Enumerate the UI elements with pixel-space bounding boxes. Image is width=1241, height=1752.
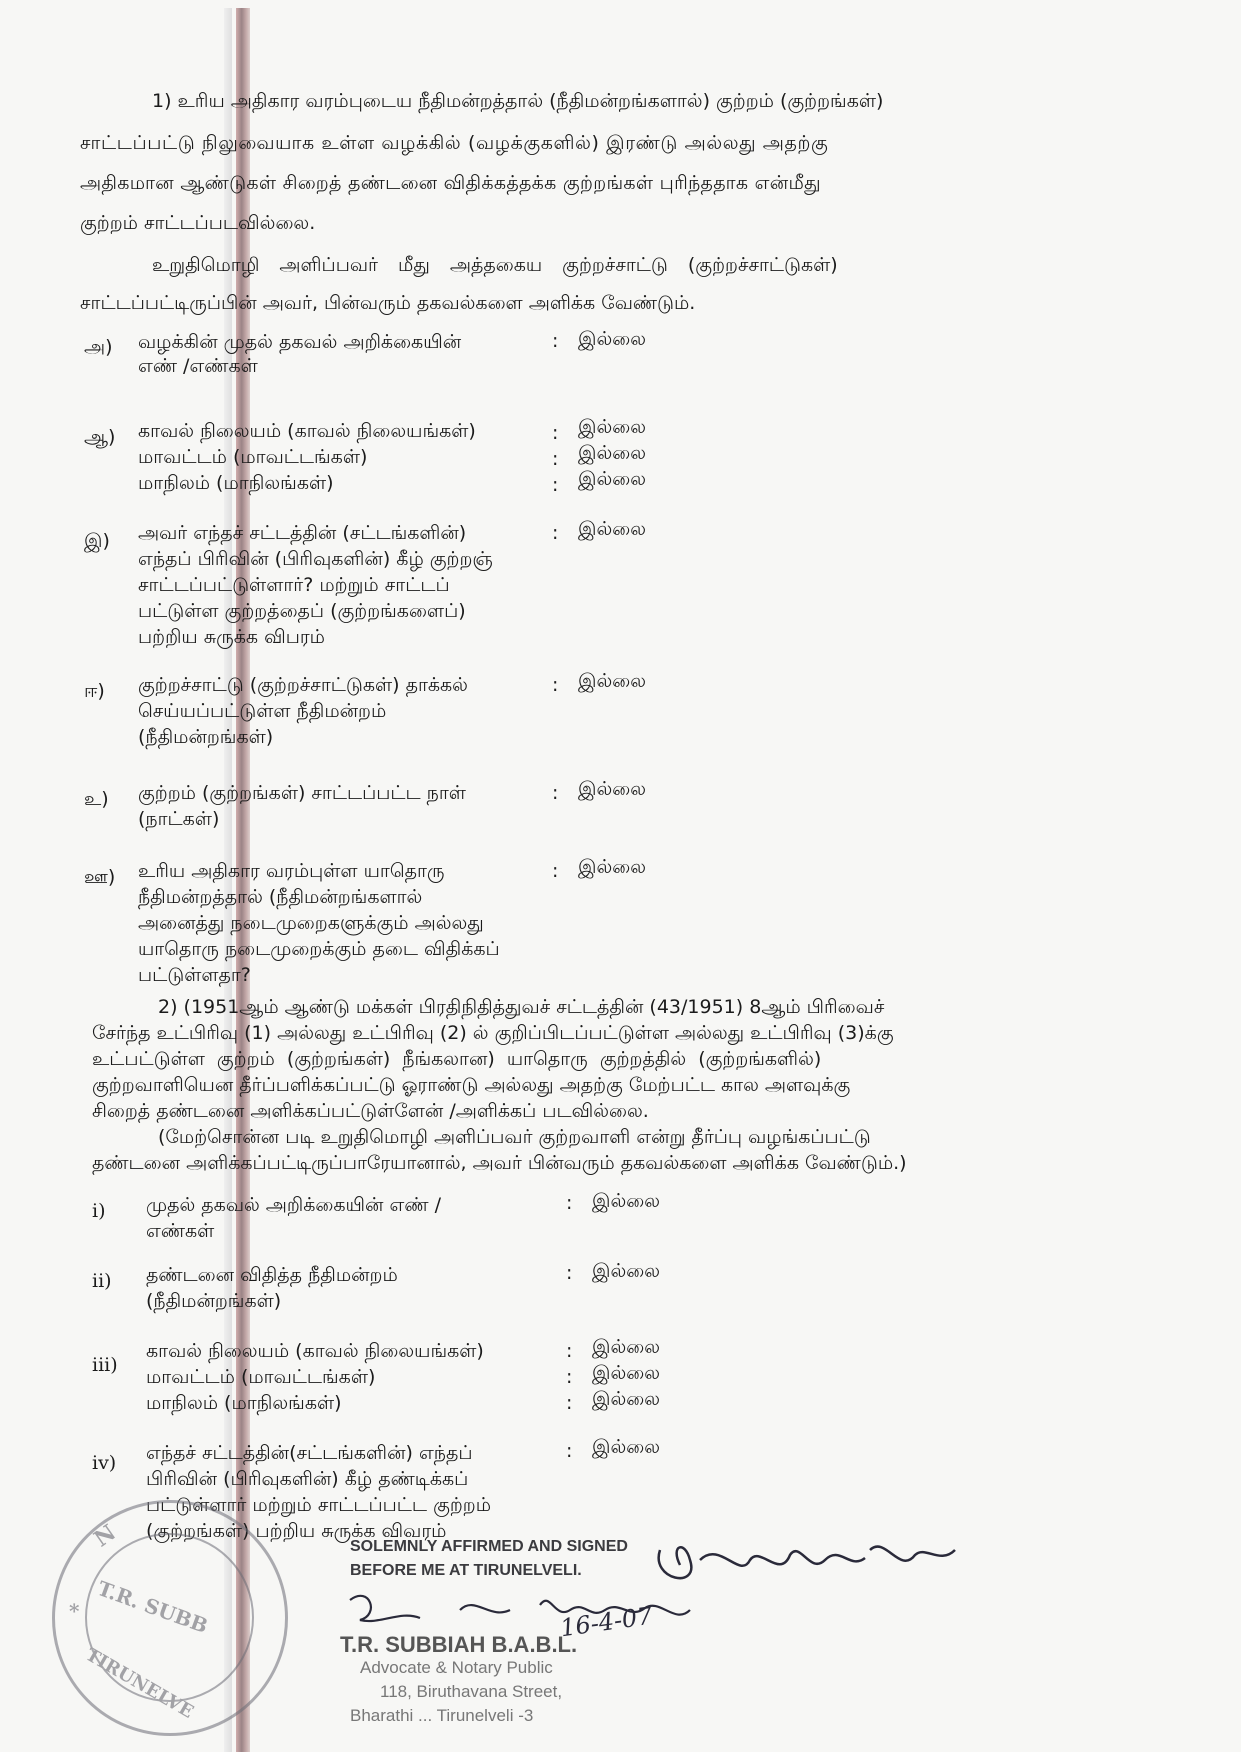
colon: : : : xyxy=(552,422,559,496)
item-label-line: தண்டனை விதித்த நீதிமன்றம் xyxy=(146,1264,398,1286)
item-label xyxy=(138,780,466,832)
item-label-line: அவர் எந்தச் சட்டத்தின் (சட்டங்களின்) xyxy=(138,522,467,544)
item-label-line: (குற்றங்கள்) பற்றிய சுருக்க விவரம் xyxy=(146,1520,447,1542)
colon: : xyxy=(552,674,559,696)
item-label-line: மாநிலம் (மாநிலங்கள்) xyxy=(146,1392,342,1414)
text-line: உட்பட்டுள்ள குற்றம் (குற்றங்கள்) நீங்கலான) யாதொரு குற்றத்தில் (குற்றங்களில்) xyxy=(92,1048,822,1070)
notary-name: T.R. SUBBIAH B.A.B.L. xyxy=(340,1632,578,1657)
item-label-line: உரிய அதிகார வரம்புள்ள யாதொரு xyxy=(138,860,445,882)
item-label-line: சாட்டப்பட்டுள்ளார்? மற்றும் சாட்டப் xyxy=(138,574,450,596)
item-label-line: முதல் தகவல் அறிக்கையின் எண் / xyxy=(146,1194,441,1216)
text-line: சாட்டப்பட்டிருப்பின் அவர், பின்வரும் தகவல்களை அளிக்க வேண்டும். xyxy=(80,292,696,314)
text-line: குற்றவாளியென தீர்ப்பளிக்கப்பட்டு ஓராண்டு அல்லது அதற்கு மேற்பட்ட கால அளவுக்கு xyxy=(92,1074,851,1096)
item-label xyxy=(138,520,493,650)
item-label-line: குற்றச்சாட்டு (குற்றச்சாட்டுகள்) தாக்கல் xyxy=(138,674,468,696)
item-values xyxy=(578,414,646,492)
text-line: சேர்ந்த உட்பிரிவு (1) அல்லது உட்பிரிவு (2) ல் குறிப்பிடப்பட்டுள்ள அல்லது உட்பிரிவு (3)க்கு xyxy=(92,1022,894,1044)
item-label-line: வழக்கின் முதல் தகவல் அறிக்கையின் xyxy=(138,331,462,353)
item-label xyxy=(138,858,500,988)
item-label-line: பட்டுள்ளார் மற்றும் சாட்டப்பட்ட குற்றம் xyxy=(146,1494,492,1516)
text-line: 1) உரிய அதிகார வரம்புடைய நீதிமன்றத்தால் (நீதிமன்றங்களால்) குற்றம் (குற்றங்கள்) xyxy=(152,90,884,112)
item-label-line: எண்கள் xyxy=(146,1220,215,1242)
item-label xyxy=(138,672,468,750)
text-line: சாட்டப்பட்டு நிலுவையாக உள்ள வழக்கில் (வழக்குகளில்) இரண்டு அல்லது அதற்கு xyxy=(80,132,829,154)
item-label-line: காவல் நிலையம் (காவல் நிலையங்கள்) xyxy=(146,1340,484,1362)
colon: : : : xyxy=(566,1340,573,1414)
seal-text-top: N xyxy=(89,1519,121,1553)
text-line: தண்டனை அளிக்கப்பட்டிருப்பாரேயானால், அவர் பின்வரும் தகவல்களை அளிக்க வேண்டும்.) xyxy=(92,1152,907,1174)
item-label-line: பட்டுள்ள குற்றத்தைப் (குற்றங்களைப்) xyxy=(138,600,466,622)
item-label-line: எந்தப் பிரிவின் (பிரிவுகளின்) கீழ் குற்றஞ் xyxy=(138,548,493,570)
item-marker: ii) xyxy=(92,1270,112,1292)
item-marker: ஆ) xyxy=(84,426,116,448)
colon: : xyxy=(566,1440,573,1462)
handwritten-date: 16-4-07 xyxy=(558,1601,655,1643)
item-label-line: எந்தச் சட்டத்தின்(சட்டங்களின்) எந்தப் xyxy=(146,1442,473,1464)
item-value: இல்லை xyxy=(592,1436,661,1458)
item-marker: ஊ) xyxy=(84,866,116,888)
item-label-line: பிரிவின் (பிரிவுகளின்) கீழ் தண்டிக்கப் xyxy=(146,1468,469,1490)
item-label-line: அனைத்து நடைமுறைகளுக்கும் அல்லது xyxy=(138,912,484,934)
item-label-line: எண் /எண்கள் xyxy=(138,355,258,377)
item-label-line: காவல் நிலையம் (காவல் நிலையங்கள்) xyxy=(138,420,476,442)
item-value: இல்லை xyxy=(578,468,647,490)
item-value: இல்லை xyxy=(592,1388,661,1410)
notary-seal xyxy=(52,1500,288,1736)
item-label-line: மாவட்டம் (மாவட்டங்கள்) xyxy=(146,1366,376,1388)
seal-text-middle: T.R. SUBB xyxy=(94,1575,212,1639)
item-value: இல்லை xyxy=(578,856,647,878)
item-label xyxy=(146,1338,484,1416)
stamp-line-2: BEFORE ME AT TIRUNELVELI. xyxy=(350,1562,582,1579)
notary-address-1: 118, Biruthavana Street, xyxy=(380,1682,563,1701)
item-value: இல்லை xyxy=(592,1362,661,1384)
text-line: குற்றம் சாட்டப்படவில்லை. xyxy=(80,212,316,234)
item-label-line: பட்டுள்ளதா? xyxy=(138,964,251,986)
colon: : xyxy=(552,782,559,804)
item-marker: i) xyxy=(92,1200,106,1222)
item-label xyxy=(146,1192,441,1244)
item-value: இல்லை xyxy=(592,1260,661,1282)
item-label-line: செய்யப்பட்டுள்ள நீதிமன்றம் xyxy=(138,700,387,722)
notary-title: Advocate & Notary Public xyxy=(360,1658,553,1677)
colon: : xyxy=(566,1192,573,1214)
text-line: 2) (1951ஆம் ஆண்டு மக்கள் பிரதிநிதித்துவச் சட்டத்தின் (43/1951) 8ஆம் பிரிவைச் xyxy=(158,996,885,1018)
item-value: இல்லை xyxy=(578,328,647,350)
text-line: (மேற்சொன்ன படி உறுதிமொழி அளிப்பவர் குற்றவாளி என்று தீர்ப்பு வழங்கப்பட்டு xyxy=(158,1126,871,1148)
notary-address-2: Bharathi ... Tirunelveli -3 xyxy=(350,1706,534,1725)
item-marker: இ) xyxy=(84,530,110,552)
item-label xyxy=(138,418,476,496)
item-marker: உ) xyxy=(84,788,109,810)
seal-text-bottom: TIRUNELVE xyxy=(81,1644,198,1723)
item-value: இல்லை xyxy=(578,778,647,800)
item-value: இல்லை xyxy=(578,416,647,438)
item-label-line: யாதொரு நடைமுறைக்கும் தடை விதிக்கப் xyxy=(138,938,500,960)
colon: : xyxy=(552,330,559,352)
item-label-line: குற்றம் (குற்றங்கள்) சாட்டப்பட்ட நாள் xyxy=(138,782,466,804)
colon: : xyxy=(566,1262,573,1284)
item-label-line: பற்றிய சுருக்க விபரம் xyxy=(138,626,325,648)
item-label-line: (நாட்கள்) xyxy=(138,808,220,830)
item-value: இல்லை xyxy=(592,1190,661,1212)
item-value: இல்லை xyxy=(578,670,647,692)
seal-star: * xyxy=(69,1599,80,1623)
item-label-line: மாநிலம் (மாநிலங்கள்) xyxy=(138,472,334,494)
item-value: இல்லை xyxy=(592,1336,661,1358)
item-values xyxy=(592,1334,660,1412)
colon: : xyxy=(552,522,559,544)
item-label-line: (நீதிமன்றங்கள்) xyxy=(138,726,274,748)
item-marker: iii) xyxy=(92,1354,118,1376)
stamp-line-1: SOLEMNLY AFFIRMED AND SIGNED xyxy=(350,1538,628,1555)
item-label-line: நீதிமன்றத்தால் (நீதிமன்றங்களால் xyxy=(138,886,423,908)
item-label-line: (நீதிமன்றங்கள்) xyxy=(146,1290,282,1312)
item-label xyxy=(146,1262,398,1314)
item-value: இல்லை xyxy=(578,518,647,540)
item-marker: iv) xyxy=(92,1452,117,1474)
colon: : xyxy=(552,860,559,882)
text-line: சிறைத் தண்டனை அளிக்கப்பட்டுள்ளேன் /அளிக்கப் படவில்லை. xyxy=(92,1100,649,1122)
item-label-line: மாவட்டம் (மாவட்டங்கள்) xyxy=(138,446,368,468)
item-marker: அ) xyxy=(84,336,113,358)
text-line: அதிகமான ஆண்டுகள் சிறைத் தண்டனை விதிக்கத்தக்க குற்றங்கள் புரிந்ததாக என்மீது xyxy=(80,172,821,194)
item-marker: ஈ) xyxy=(84,680,105,702)
text-line: உறுதிமொழி அளிப்பவர் மீது அத்தகைய குற்றச்சாட்டு (குற்றச்சாட்டுகள்) xyxy=(152,254,838,276)
notary-signature xyxy=(340,1580,720,1640)
item-label xyxy=(138,330,461,378)
item-value: இல்லை xyxy=(578,442,647,464)
